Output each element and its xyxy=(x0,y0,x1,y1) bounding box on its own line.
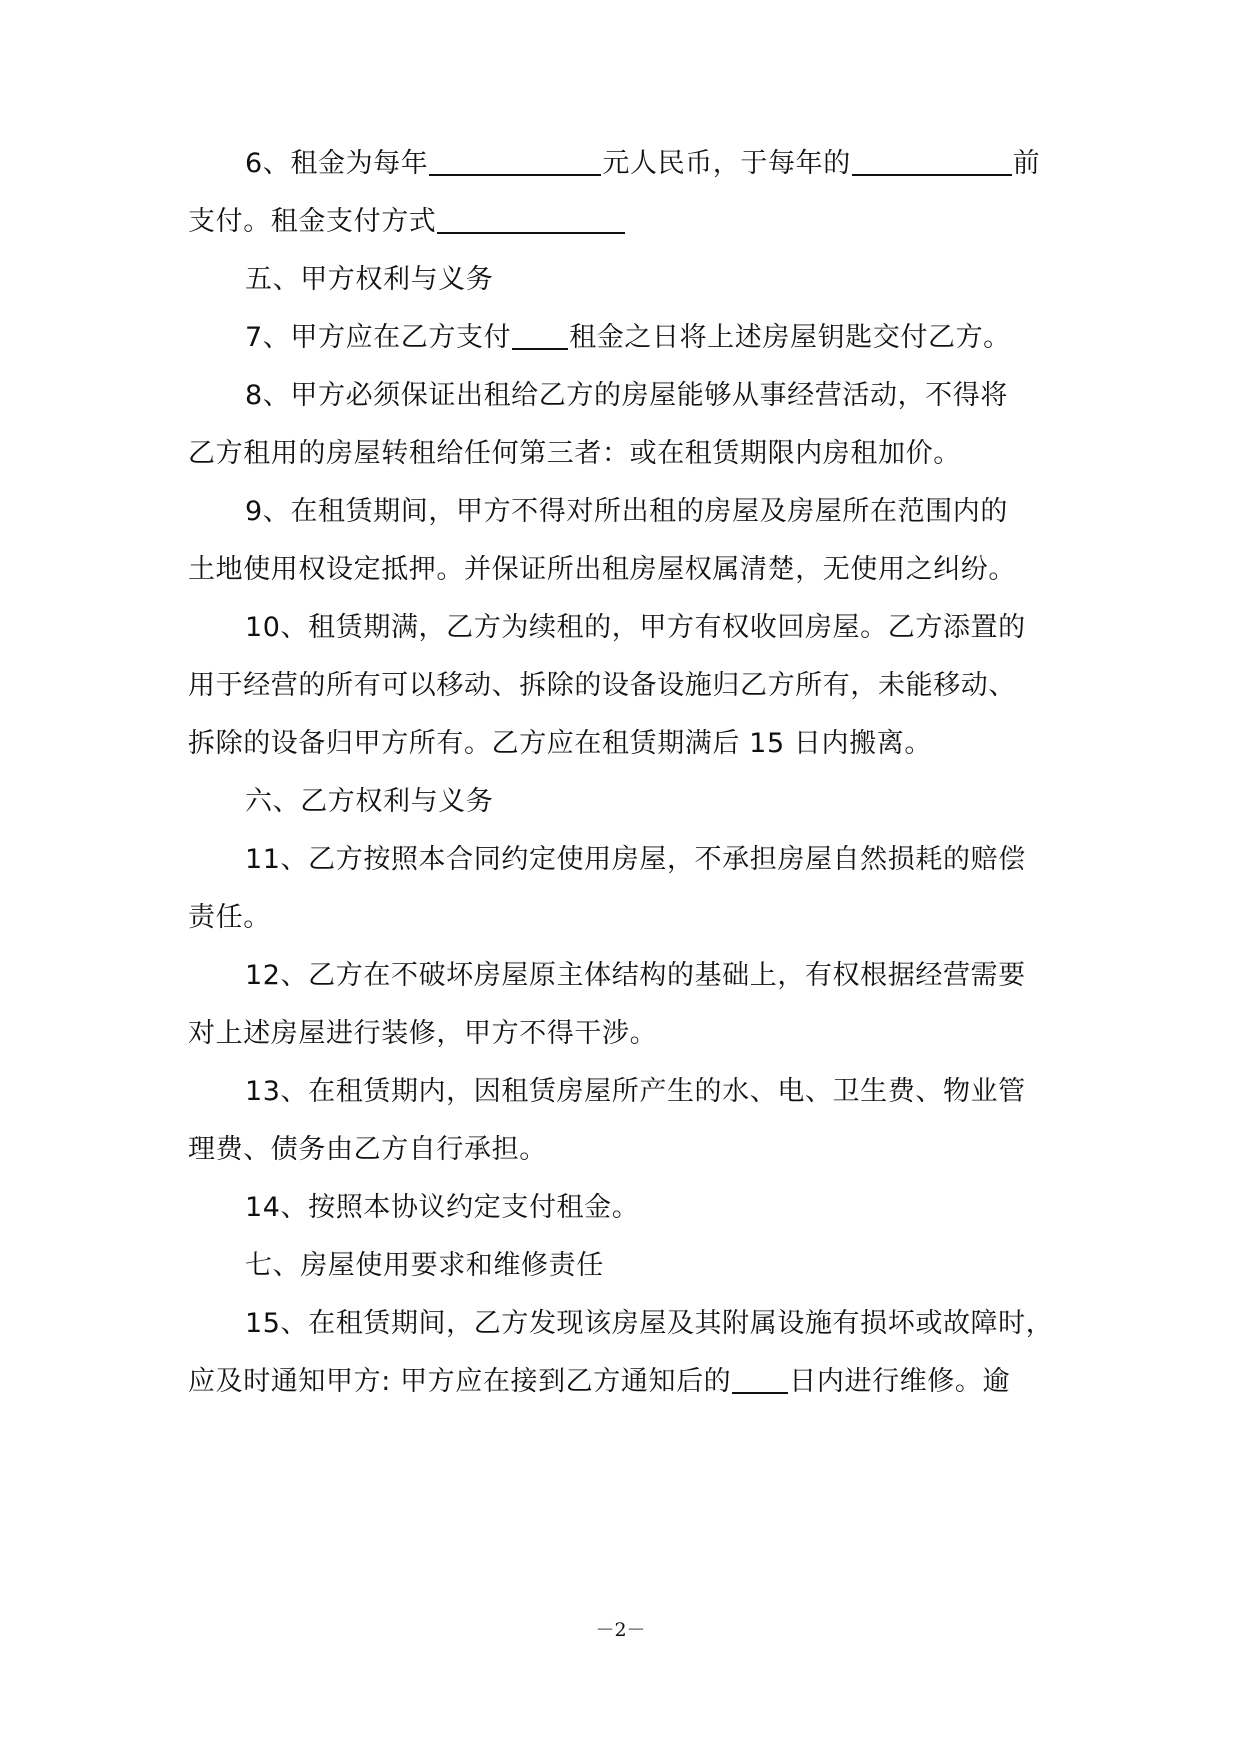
text-line: 支付。租金支付方式 xyxy=(188,202,1088,242)
text-line: 12、乙方在不破坏房屋原主体结构的基础上，有权根据经营需要 xyxy=(245,960,1026,991)
page-number: －2－ xyxy=(595,1619,646,1641)
fill-in-blank xyxy=(732,1362,788,1394)
text-line: 乙方租用的房屋转租给任何第三者：或在租赁期限内房租加价。 xyxy=(188,438,961,469)
fill-in-blank xyxy=(852,144,1012,176)
text-line: 11、乙方按照本合同约定使用房屋，不承担房屋自然损耗的赔偿 xyxy=(245,844,1026,875)
text-line: 应及时通知甲方: 甲方应在接到乙方通知后的 日内进行维修。逾 xyxy=(188,1362,1088,1402)
section-heading: 五、甲方权利与义务 xyxy=(245,264,494,295)
text-line: 对上述房屋进行装修，甲方不得干涉。 xyxy=(188,1018,658,1049)
text-line: 10、租赁期满，乙方为续租的，甲方有权收回房屋。乙方添置的 xyxy=(245,612,1026,643)
text-line: 拆除的设备归甲方所有。乙方应在租赁期满后 15 日内搬离。 xyxy=(188,728,932,759)
text-line: 8、甲方必须保证出租给乙方的房屋能够从事经营活动，不得将 xyxy=(245,380,1008,411)
text-line: 13、在租赁期内，因租赁房屋所产生的水、电、卫生费、物业管 xyxy=(245,1076,1026,1107)
fill-in-blank xyxy=(429,144,601,176)
text-line: 用于经营的所有可以移动、拆除的设备设施归乙方所有，未能移动、 xyxy=(188,670,1016,701)
fill-in-blank xyxy=(437,202,625,234)
section-heading: 七、房屋使用要求和维修责任 xyxy=(245,1250,604,1281)
text-line: 7、甲方应在乙方支付 租金之日将上述房屋钥匙交付乙方。 xyxy=(245,318,1095,358)
section-heading: 六、乙方权利与义务 xyxy=(245,786,494,817)
text-line: 土地使用权设定抵押。并保证所出租房屋权属清楚，无使用之纠纷。 xyxy=(188,554,1016,585)
text-line: 理费、债务由乙方自行承担。 xyxy=(188,1134,547,1165)
text-line: 15、在租赁期间，乙方发现该房屋及其附属设施有损坏或故障时， xyxy=(245,1308,1054,1339)
fill-in-blank xyxy=(512,318,568,350)
text-line: 责任。 xyxy=(188,902,271,933)
text-line: 9、在租赁期间，甲方不得对所出租的房屋及房屋所在范围内的 xyxy=(245,496,1008,527)
text-line: 14、按照本协议约定支付租金。 xyxy=(245,1192,640,1223)
text-line: 6、租金为每年 元人民币，于每年的 前 xyxy=(245,144,1095,184)
